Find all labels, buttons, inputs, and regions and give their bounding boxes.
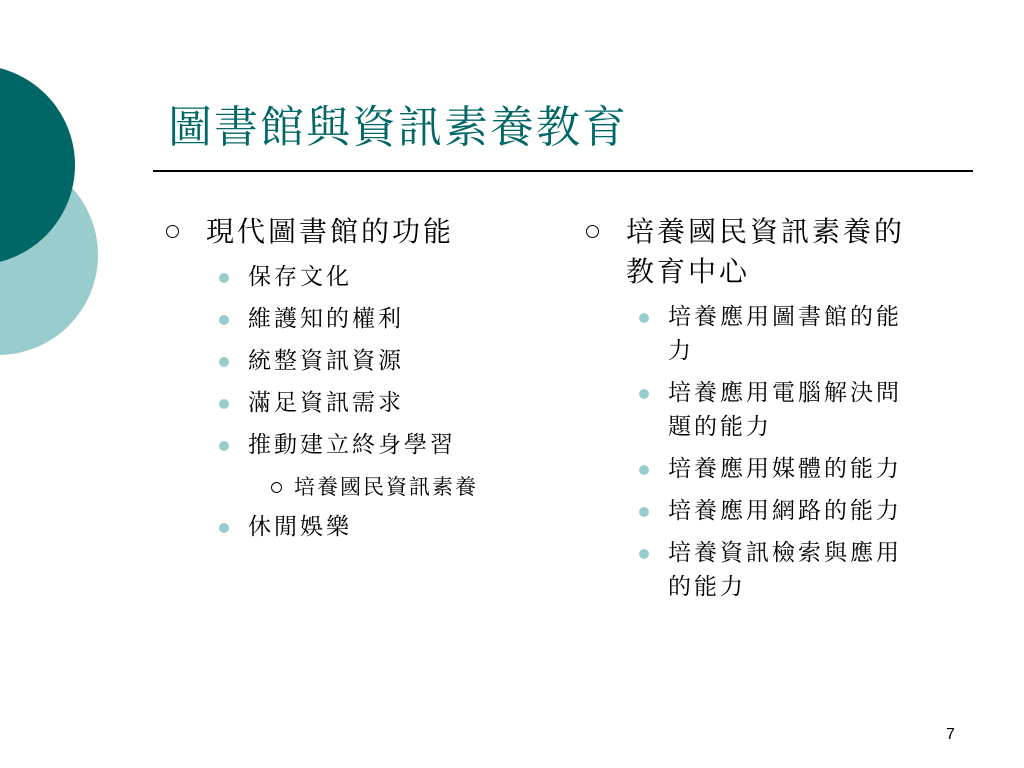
list-item [160, 386, 560, 420]
dot-bullet-icon [219, 523, 229, 533]
list-item-line1: 培養應用電腦解決問 [668, 380, 902, 406]
list-item-line2: 力 [668, 338, 694, 364]
right-column [580, 212, 950, 604]
dot-bullet-icon [219, 357, 229, 367]
list-item-line1: 培養應用網路的能力 [668, 498, 902, 524]
dot-bullet-icon [639, 465, 649, 475]
dot-bullet-icon [219, 399, 229, 409]
dot-bullet-icon [639, 313, 649, 323]
list-item [160, 344, 560, 378]
decorative-circles [0, 0, 110, 410]
dot-bullet-icon [219, 273, 229, 283]
left-heading [160, 212, 560, 252]
dot-bullet-icon [219, 441, 229, 451]
list-item-line1: 培養資訊檢索與應用 [668, 540, 902, 566]
list-item [160, 302, 560, 336]
list-item-line2: 的能力 [668, 574, 746, 600]
title-divider [153, 170, 973, 172]
list-item [160, 428, 560, 462]
list-item-text: 滿足資訊需求 [248, 390, 404, 416]
hollow-circle-bullet-icon [271, 482, 282, 493]
list-item [160, 510, 560, 544]
slide-title: 圖書館與資訊素養教育 [168, 102, 628, 153]
list-item [580, 536, 950, 604]
left-heading-text: 現代圖書館的功能 [206, 215, 455, 248]
list-item [160, 260, 560, 294]
sub-list-item [160, 472, 560, 502]
list-item-text: 保存文化 [248, 264, 352, 290]
dot-bullet-icon [639, 389, 649, 399]
list-item-text: 休閒娛樂 [248, 514, 352, 540]
right-heading [580, 212, 950, 292]
dot-bullet-icon [219, 315, 229, 325]
list-item [580, 376, 950, 444]
list-item [580, 452, 950, 486]
list-item-line2: 題的能力 [668, 414, 772, 440]
list-item-text: 統整資訊資源 [248, 348, 404, 374]
dot-bullet-icon [639, 507, 649, 517]
right-heading-line1: 培養國民資訊素養的 [626, 215, 906, 248]
list-item-line1: 培養應用媒體的能力 [668, 456, 902, 482]
hollow-circle-bullet-icon [166, 225, 179, 238]
right-heading-line2: 教育中心 [626, 255, 751, 288]
dot-bullet-icon [639, 549, 649, 559]
list-item-text: 推動建立終身學習 [248, 432, 456, 458]
list-item-line1: 培養應用圖書館的能 [668, 304, 902, 330]
list-item [580, 494, 950, 528]
hollow-circle-bullet-icon [586, 225, 599, 238]
sub-list-item-text: 培養國民資訊素養 [294, 475, 478, 499]
left-column [160, 212, 560, 544]
list-item [580, 300, 950, 368]
list-item-text: 維護知的權利 [248, 306, 404, 332]
page-number: 7 [946, 726, 955, 743]
